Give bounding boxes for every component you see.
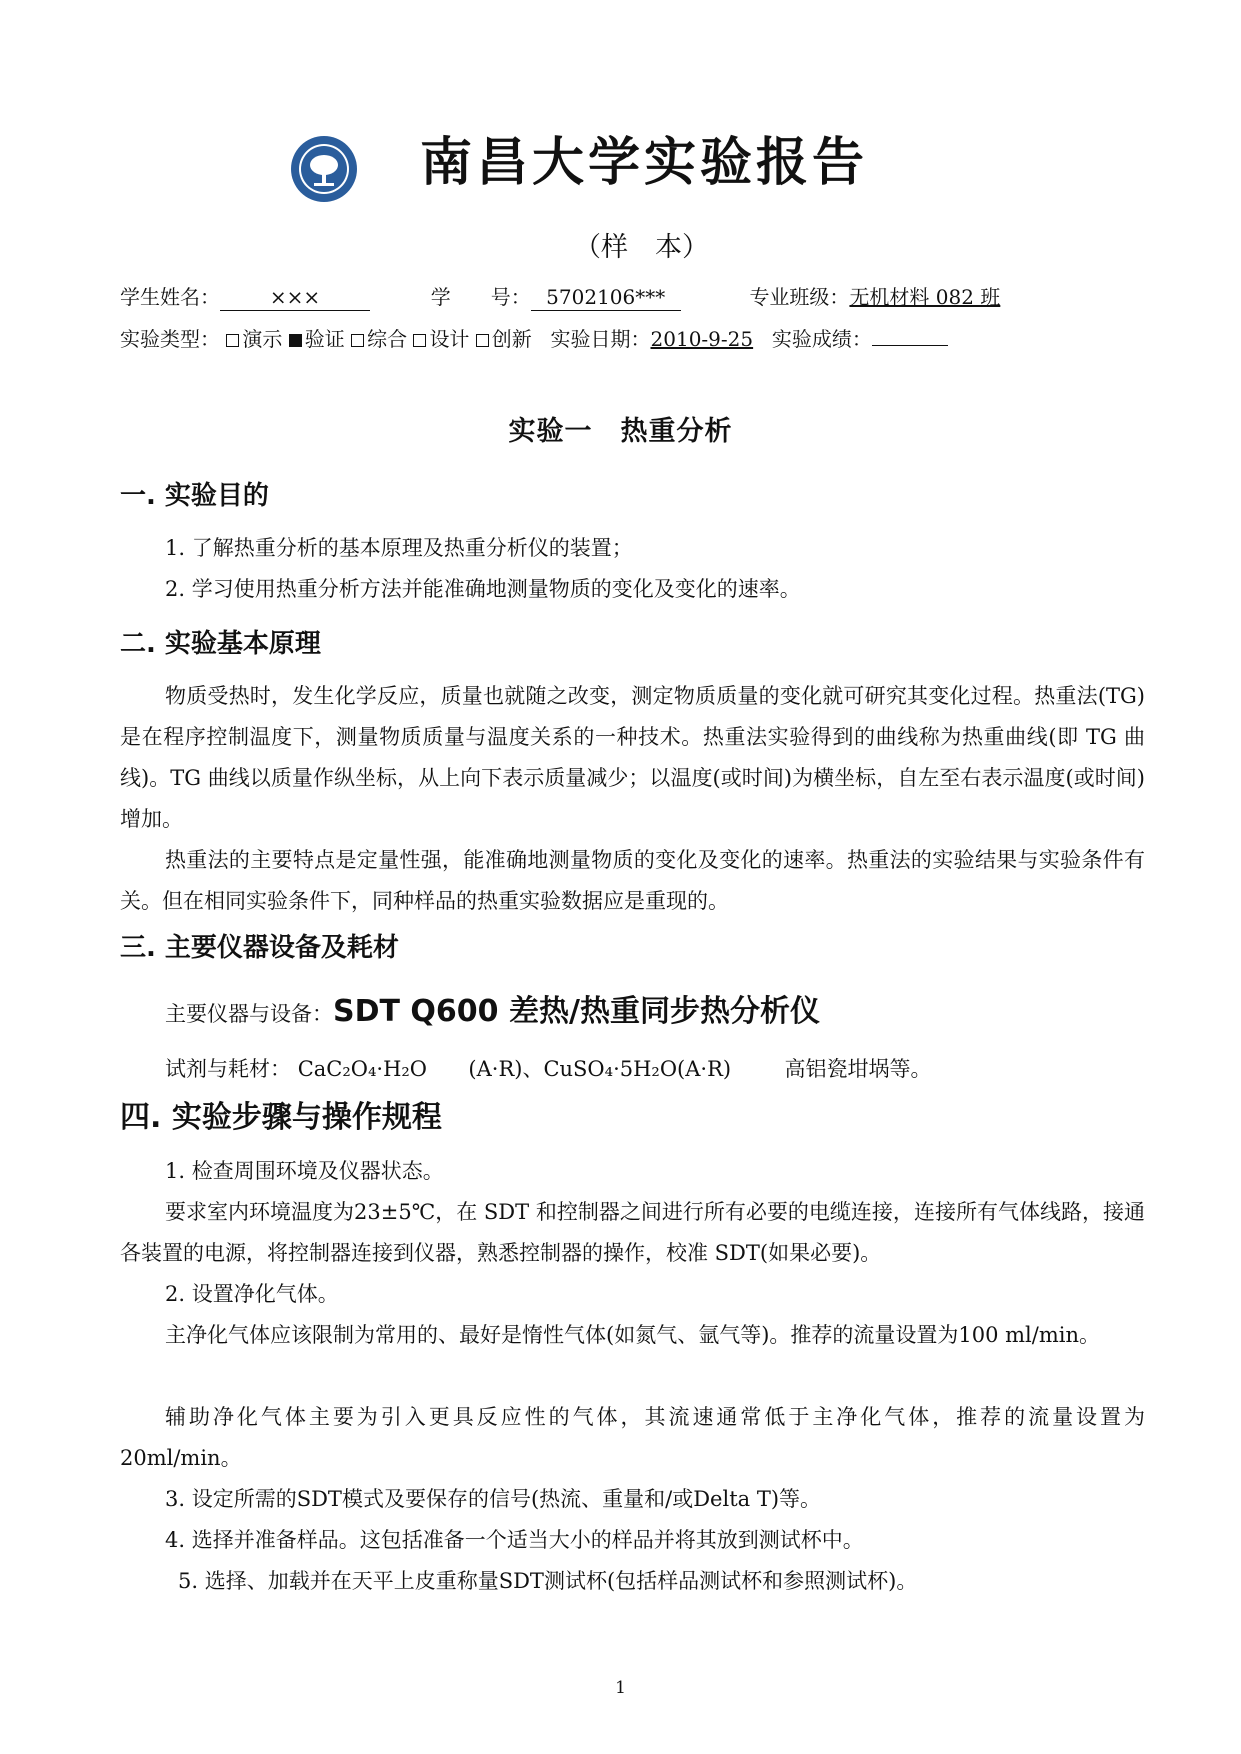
type-label: 实验类型：: [120, 327, 220, 351]
equipment-value: SDT Q600 差热/热重同步热分析仪: [333, 994, 820, 1029]
principle-paragraph-2: 热重法的主要特点是定量性强，能准确地测量物质的变化及变化的速率。热重法的实验结果与实验条件有关。但在相同实验条件下，同种样品的热重实验数据应是重现的。: [120, 848, 1145, 913]
score-label: 实验成绩：: [771, 327, 872, 351]
name-label: 学生姓名：: [120, 285, 220, 309]
page-number: 1: [615, 1678, 626, 1698]
step-1: 1. 检查周围环境及仪器状态。: [165, 1159, 444, 1183]
checkbox-icon: [476, 334, 489, 347]
section-2-heading: 二. 实验基本原理: [120, 629, 321, 659]
type-option-demo: 演示: [226, 327, 282, 351]
experiment-info-row: [120, 324, 948, 354]
section-1-heading: 一. 实验目的: [120, 481, 269, 511]
id-value: 5702106***: [531, 284, 681, 311]
reagent-2: CuSO₄·5H₂O(A·R): [543, 1057, 732, 1081]
checkbox-icon: [413, 334, 426, 347]
step-4: 4. 选择并准备样品。这包括准备一个适当大小的样品并将其放到测试杯中。: [165, 1528, 864, 1552]
step-2-description-1: 主净化气体应该限制为常用的、最好是惰性气体(如氮气、氩气等)。推荐的流量设置为100 ml/min。: [165, 1323, 1100, 1347]
section-4-heading: 四. 实验步骤与操作规程: [120, 1100, 442, 1135]
report-subtitle: （样 本）: [574, 232, 709, 263]
reagent-1-grade: (A·R)、: [468, 1057, 544, 1081]
reagents-label: 试剂与耗材：: [165, 1057, 291, 1081]
type-option-comprehensive: 综合: [351, 327, 407, 351]
university-logo: [290, 135, 358, 203]
checkbox-checked-icon: [289, 334, 302, 347]
step-5: 5. 选择、加载并在天平上皮重称量SDT测试杯(包括样品测试杯和参照测试杯)。: [178, 1569, 918, 1593]
date-label: 实验日期：: [550, 327, 651, 351]
objective-item-2: 2. 学习使用热重分析方法并能准确地测量物质的变化及变化的速率。: [165, 577, 801, 601]
reagent-1: CaC₂O₄·H₂O: [297, 1057, 428, 1081]
type-option-design: 设计: [413, 327, 469, 351]
type-option-innovate: 创新: [476, 327, 532, 351]
reagent-3: 高铝瓷坩埚等。: [784, 1057, 932, 1081]
equipment-label: 主要仪器与设备：: [165, 1002, 333, 1026]
step-2: 2. 设置净化气体。: [165, 1282, 339, 1306]
score-blank: [872, 345, 948, 346]
class-value: 无机材料 082 班: [849, 285, 1001, 309]
step-2-description-2: 辅助净化气体主要为引入更具反应性的气体，其流速通常低于主净化气体，推荐的流量设置为20ml/min。: [120, 1405, 1145, 1470]
checkbox-icon: [226, 334, 239, 347]
student-info-row: [120, 282, 1000, 312]
id-label: 学 号：: [430, 285, 531, 309]
step-3: 3. 设定所需的SDT模式及要保存的信号(热流、重量和/或Delta T)等。: [165, 1487, 822, 1511]
class-label: 专业班级：: [749, 285, 850, 309]
principle-paragraph-1: 物质受热时，发生化学反应，质量也就随之改变，测定物质质量的变化就可研究其变化过程。热重法(TG)是在程序控制温度下，测量物质质量与温度关系的一种技术。热重法实验得到的曲线称为热重曲线(即 TG 曲线)。TG 曲线以质量作纵坐标，从上向下表示质量减少；以温度(或时间)为横坐标，自左至右表示温度(或时间)增加。: [120, 684, 1145, 831]
checkbox-icon: [351, 334, 364, 347]
step-1-description: 要求室内环境温度为23±5℃，在 SDT 和控制器之间进行所有必要的电缆连接，连接所有气体线路，接通各装置的电源，将控制器连接到仪器，熟悉控制器的操作，校准 SDT(如果必要)。: [120, 1200, 1145, 1265]
equipment-line: [165, 990, 820, 1036]
objective-item-1: 1. 了解热重分析的基本原理及热重分析仪的装置；: [165, 536, 633, 560]
section-3-heading: 三. 主要仪器设备及耗材: [120, 933, 399, 963]
reagents-line: [165, 1049, 931, 1089]
name-value: ×××: [220, 284, 370, 311]
date-value: 2010-9-25: [650, 327, 754, 351]
type-option-verify: 验证: [289, 327, 345, 351]
experiment-title: 实验一 热重分析: [508, 416, 733, 447]
report-title: 南昌大学实验报告: [420, 133, 869, 193]
